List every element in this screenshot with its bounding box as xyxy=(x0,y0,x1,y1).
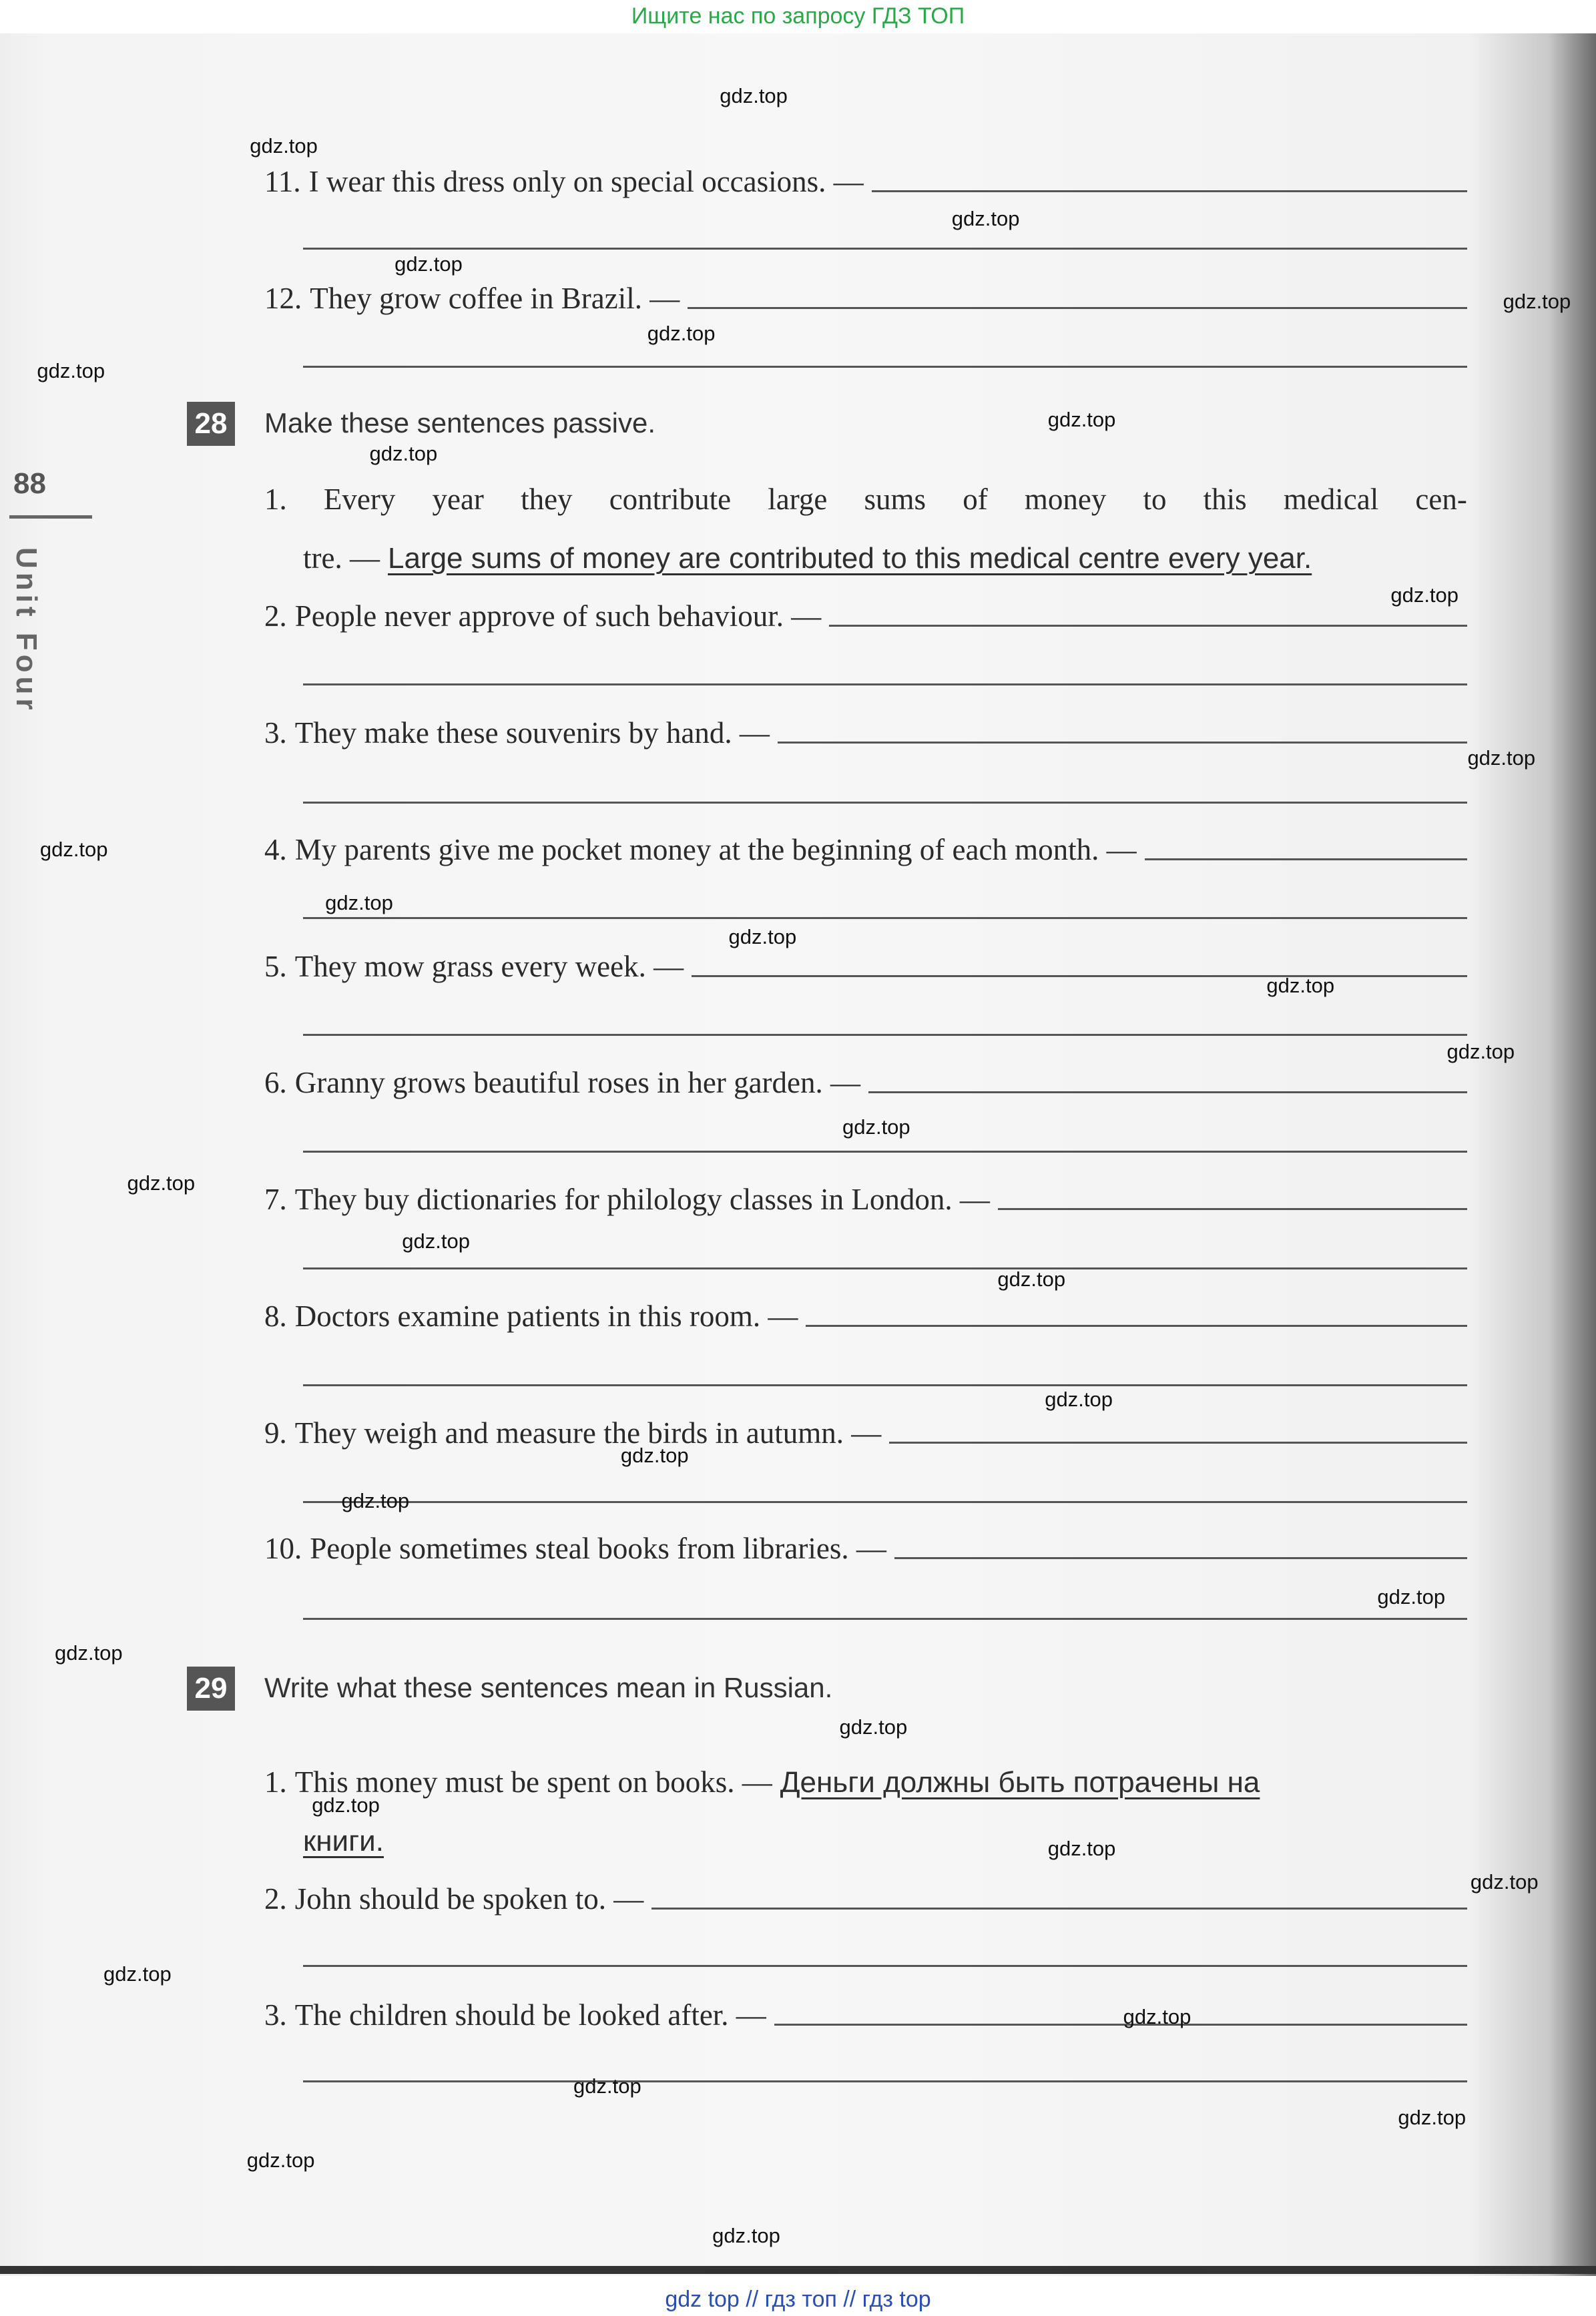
answer-row xyxy=(303,2049,1467,2089)
exercise-item xyxy=(264,1293,1467,1334)
exercise-item xyxy=(264,1410,1467,1450)
item-word: to xyxy=(1143,483,1167,516)
answer-row xyxy=(303,1586,1467,1627)
answer-line[interactable] xyxy=(1145,858,1467,860)
answer-line[interactable] xyxy=(303,248,1467,250)
item-word: medical xyxy=(1283,483,1379,516)
watermark: gdz.top xyxy=(103,1962,172,1986)
item-text: They mow grass every week. — xyxy=(294,950,684,983)
item-number: 9. xyxy=(264,1416,287,1450)
watermark: gdz.top xyxy=(1470,1870,1539,1894)
watermark: gdz.top xyxy=(1503,289,1571,313)
exercise-29-number: 29 xyxy=(187,1667,235,1711)
answer-row xyxy=(303,1470,1467,1510)
answer-line[interactable] xyxy=(868,1091,1467,1093)
answer-line[interactable] xyxy=(889,1442,1467,1444)
answer-line[interactable] xyxy=(303,2080,1467,2082)
answer-line[interactable] xyxy=(692,975,1467,977)
answer-line[interactable] xyxy=(806,1325,1467,1327)
item-word: large xyxy=(768,483,828,516)
item-number: 2. xyxy=(264,1882,287,1916)
watermark: gdz.top xyxy=(37,358,105,382)
watermark: gdz.top xyxy=(1123,2004,1191,2028)
exercise-item xyxy=(264,593,1467,633)
answer-row xyxy=(303,1353,1467,1393)
watermark: gdz.top xyxy=(1467,746,1536,770)
exercise-item xyxy=(264,159,1467,199)
watermark: gdz.top xyxy=(839,1715,908,1739)
exercise-item xyxy=(264,1526,1467,1566)
item-word: money xyxy=(1024,483,1107,516)
watermark: gdz.top xyxy=(325,890,393,914)
answer-line[interactable] xyxy=(774,2024,1467,2026)
item-word: of xyxy=(963,483,988,516)
answer-line[interactable] xyxy=(303,1267,1467,1269)
answer-row xyxy=(303,886,1467,926)
exercise-item xyxy=(264,477,1467,517)
item-text: The children should be looked after. — xyxy=(294,1998,766,2032)
answer-line[interactable] xyxy=(303,366,1467,368)
item-word: contribute xyxy=(609,483,732,516)
watermark: gdz.top xyxy=(997,1267,1066,1291)
item-answer[interactable]: Large sums of money are contributed to this medical centre every year. xyxy=(387,542,1312,575)
exercise-item xyxy=(264,1177,1467,1217)
answer-row xyxy=(303,1002,1467,1043)
exercise-item xyxy=(264,1876,1467,1916)
answer-line[interactable] xyxy=(303,683,1467,685)
item-text: They grow coffee in Brazil. — xyxy=(310,282,680,315)
item-number: 1. xyxy=(264,1765,287,1799)
item-text: They buy dictionaries for philology classes in London. — xyxy=(294,1183,990,1216)
answer-row xyxy=(303,652,1467,692)
item-number: 11. xyxy=(264,165,301,198)
answer-row xyxy=(303,216,1467,256)
item-text: People sometimes steal books from libraries. — xyxy=(310,1532,886,1565)
footer-links[interactable]: gdz top // гдз топ // гдз top xyxy=(665,2287,931,2312)
watermark: gdz.top xyxy=(1390,583,1459,607)
watermark: gdz.top xyxy=(39,837,108,861)
answer-line[interactable] xyxy=(651,1908,1467,1910)
exercise-29-instruction: Write what these sentences mean in Russian. xyxy=(264,1672,833,1703)
watermark: gdz.top xyxy=(712,2223,780,2247)
item-text: This money must be spent on books. — xyxy=(294,1765,772,1799)
answer-line[interactable] xyxy=(778,742,1467,744)
item-word: sums xyxy=(864,483,926,516)
item-number: 6. xyxy=(264,1066,287,1099)
watermark: gdz.top xyxy=(1377,1585,1446,1609)
item-word: they xyxy=(521,483,573,516)
watermark: gdz.top xyxy=(1446,1040,1515,1064)
watermark: gdz.top xyxy=(127,1171,196,1195)
watermark: gdz.top xyxy=(720,83,788,107)
watermark: gdz.top xyxy=(1266,973,1335,997)
answer-line[interactable] xyxy=(688,307,1467,309)
answer-line[interactable] xyxy=(303,1618,1467,1620)
item-text: People never approve of such behaviour. — xyxy=(294,599,822,633)
watermark: gdz.top xyxy=(951,206,1020,230)
exercise-item xyxy=(264,1060,1467,1100)
exercise-item xyxy=(264,276,1467,316)
item-number: 2. xyxy=(264,599,287,633)
answer-line[interactable] xyxy=(303,802,1467,804)
item-text: John should be spoken to. — xyxy=(294,1882,644,1916)
item-text: Doctors examine patients in this room. — xyxy=(294,1299,798,1333)
item-word: year xyxy=(432,483,484,516)
item-number: 10. xyxy=(264,1532,302,1565)
page-number-rule xyxy=(9,515,92,519)
watermark: gdz.top xyxy=(341,1489,410,1513)
item-number: 3. xyxy=(264,716,287,750)
page-edge xyxy=(0,2266,1596,2274)
watermark: gdz.top xyxy=(620,1443,689,1467)
watermark: gdz.top xyxy=(573,2074,641,2098)
top-banner[interactable]: Ищите нас по запросу ГДЗ ТОП xyxy=(631,3,965,29)
answer-line[interactable] xyxy=(303,1965,1467,1967)
exercise-28-number: 28 xyxy=(187,402,235,446)
watermark: gdz.top xyxy=(728,924,797,948)
item-number: 3. xyxy=(264,1998,287,2032)
answer-line[interactable] xyxy=(303,917,1467,919)
answer-line[interactable] xyxy=(303,1384,1467,1386)
watermark: gdz.top xyxy=(1398,2105,1467,2129)
answer-row xyxy=(303,1818,1467,1858)
watermark: gdz.top xyxy=(647,322,716,346)
answer-line[interactable] xyxy=(894,1557,1467,1559)
watermark: gdz.top xyxy=(394,252,463,276)
watermark: gdz.top xyxy=(246,2148,315,2172)
watermark: gdz.top xyxy=(369,441,438,465)
item-number: 5. xyxy=(264,950,287,983)
exercise-item xyxy=(264,827,1467,867)
answer-line[interactable] xyxy=(998,1208,1467,1210)
exercise-item xyxy=(264,1992,1467,2032)
watermark: gdz.top xyxy=(1045,1387,1113,1411)
item-text: They weigh and measure the birds in autumn. — xyxy=(294,1416,882,1450)
answer-line[interactable] xyxy=(303,1151,1467,1153)
item-text: My parents give me pocket money at the beginning of each month. — xyxy=(294,833,1137,866)
answer-line[interactable] xyxy=(829,625,1467,627)
answer-line[interactable] xyxy=(303,1501,1467,1503)
item-text-continued: tre. — xyxy=(303,541,380,575)
exercise-28-instruction: Make these sentences passive. xyxy=(264,407,655,439)
item-number: 4. xyxy=(264,833,287,866)
watermark: gdz.top xyxy=(402,1229,470,1253)
answer-line[interactable] xyxy=(303,1034,1467,1036)
watermark: gdz.top xyxy=(1047,1836,1116,1860)
watermark: gdz.top xyxy=(250,134,318,158)
item-word: this xyxy=(1203,483,1247,516)
item-text: Granny grows beautiful roses in her garden. — xyxy=(294,1066,861,1099)
watermark: gdz.top xyxy=(1047,407,1116,431)
item-number: 12. xyxy=(264,282,302,315)
unit-label: Unit Four xyxy=(10,547,43,714)
item-text: They make these souvenirs by hand. — xyxy=(294,716,770,750)
answer-row xyxy=(303,535,1467,575)
watermark: gdz.top xyxy=(312,1793,380,1817)
item-number: 7. xyxy=(264,1183,287,1216)
answer-row xyxy=(303,1934,1467,1974)
answer-line[interactable] xyxy=(872,190,1467,192)
item-word: Every xyxy=(323,483,396,516)
watermark: gdz.top xyxy=(842,1115,910,1139)
page-number: 88 xyxy=(13,467,46,500)
item-word: 1. xyxy=(264,483,287,516)
item-word: cen- xyxy=(1415,483,1467,516)
answer-row xyxy=(303,770,1467,810)
item-text: I wear this dress only on special occasions. — xyxy=(308,165,864,198)
exercise-item xyxy=(264,1759,1467,1799)
answer-row xyxy=(303,334,1467,374)
answer-row xyxy=(303,1236,1467,1276)
item-number: 8. xyxy=(264,1299,287,1333)
item-answer[interactable]: книги. xyxy=(303,1825,384,1857)
watermark: gdz.top xyxy=(54,1641,123,1665)
item-answer[interactable]: Деньги должны быть потрачены на xyxy=(780,1766,1260,1799)
exercise-item xyxy=(264,710,1467,750)
